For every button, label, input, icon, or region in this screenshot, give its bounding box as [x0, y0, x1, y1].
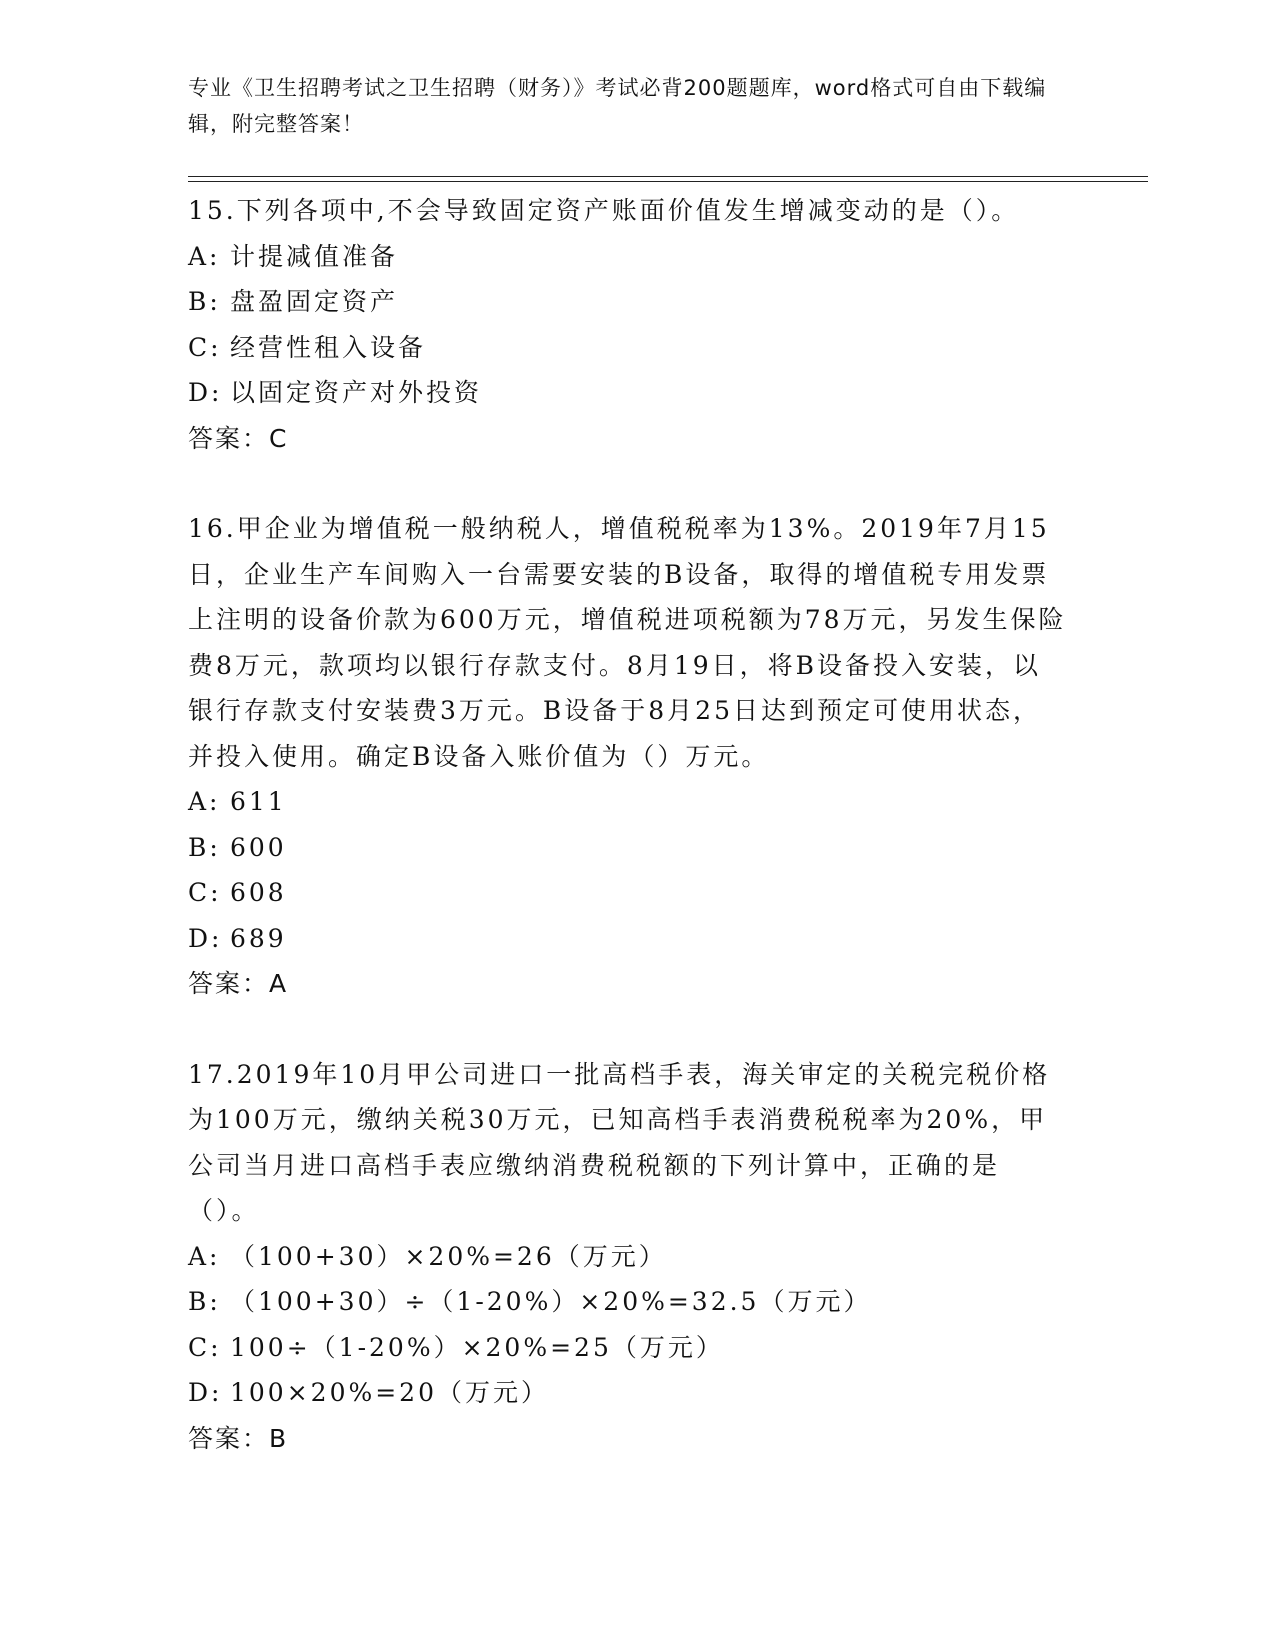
option-text: 689: [230, 923, 287, 953]
answer-line: 答案：C: [188, 423, 289, 453]
option-text: 611: [230, 787, 287, 816]
question-16: [188, 506, 1068, 1007]
option-key: B:: [188, 287, 221, 316]
option-d: [188, 1370, 1068, 1416]
question-spacer: [188, 461, 1068, 506]
option-b: [188, 279, 1068, 325]
option-key: D:: [188, 1378, 223, 1407]
option-c: [188, 1325, 1068, 1371]
question-stem: 16.甲企业为增值税一般纳税人，增值税税率为13%。2019年7月15日，企业生产车间购入一台需要安装的B设备，取得的增值税专用发票上注明的设备价款为600万元，增值税进项税额为78万元，另发生保险费8万元，款项均以银行存款支付。8月19日，将B设备投入安装，以银行存款支付安装费3万元。B设备于8月25日达到预定可使用状态，并投入使用。确定B设备入账价值为（）万元。: [188, 514, 1067, 771]
option-key: C:: [188, 878, 222, 907]
option-text: （100+30）÷（1-20%）×20%=32.5（万元）: [230, 1287, 872, 1316]
option-text: 经营性租入设备: [230, 332, 427, 362]
option-b: [188, 825, 1068, 871]
answer-line: 答案：B: [188, 1423, 289, 1453]
option-text: 600: [230, 832, 287, 862]
option-a: [188, 234, 1068, 280]
question-stem: 17.2019年10月甲公司进口一批高档手表，海关审定的关税完税价格为100万元，缴纳关税30万元，已知高档手表消费税税率为20%，甲公司当月进口高档手表应缴纳消费税税额的下列计算中，正确的是（）。: [188, 1059, 1051, 1225]
question-spacer: [188, 1007, 1068, 1052]
option-key: A:: [188, 241, 221, 271]
option-text: 100×20%=20（万元）: [230, 1378, 549, 1407]
question-15: [188, 188, 1068, 461]
option-key: C:: [188, 332, 222, 362]
question-list: [188, 188, 1068, 1461]
answer-line: 答案：A: [188, 969, 289, 998]
option-key: A:: [188, 1241, 221, 1271]
option-key: B:: [188, 832, 221, 862]
option-a: [188, 1234, 1068, 1280]
option-key: D:: [188, 378, 223, 407]
option-c: [188, 870, 1068, 916]
header-divider: [188, 176, 1148, 182]
option-d: [188, 916, 1068, 962]
option-d: [188, 370, 1068, 416]
option-key: B:: [188, 1287, 221, 1316]
option-text: 盘盈固定资产: [230, 287, 399, 316]
option-key: D:: [188, 923, 223, 953]
option-a: [188, 779, 1068, 825]
question-stem: 15.下列各项中,不会导致固定资产账面价值发生增减变动的是（）。: [188, 196, 1020, 225]
document-header: 专业《卫生招聘考试之卫生招聘（财务）》考试必背200题题库，word格式可自由下载编辑，附完整答案！: [188, 76, 1047, 136]
option-text: （100+30）×20%=26（万元）: [230, 1241, 667, 1271]
option-text: 608: [230, 878, 287, 907]
question-17: [188, 1052, 1068, 1462]
option-key: A:: [188, 787, 221, 816]
option-text: 计提减值准备: [230, 241, 399, 271]
option-text: 以固定资产对外投资: [230, 378, 483, 407]
option-text: 100÷（1-20%）×20%=25（万元）: [230, 1332, 724, 1362]
option-b: [188, 1279, 1068, 1325]
option-key: C:: [188, 1332, 222, 1362]
option-c: [188, 325, 1068, 371]
